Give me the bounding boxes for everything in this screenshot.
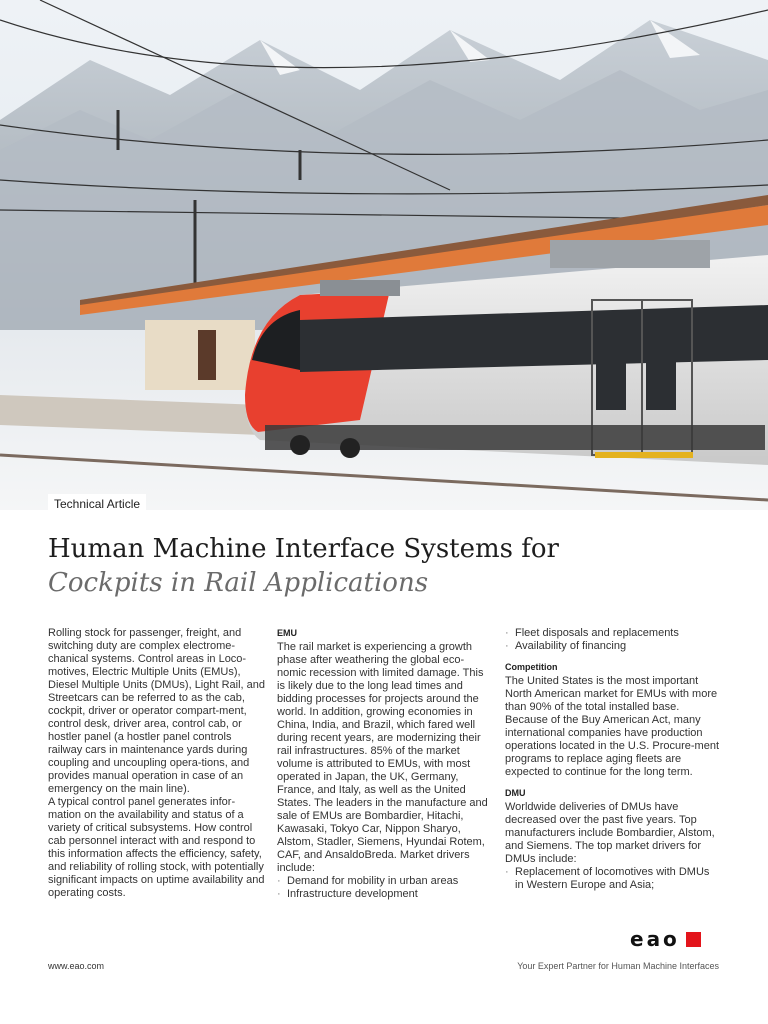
emu-market-drivers-list-continued [505, 627, 721, 653]
article-type-tag: Technical Article [48, 494, 146, 514]
column-1 [48, 627, 266, 900]
column-2 [277, 627, 493, 901]
list-item: · Availability of financing [505, 640, 721, 653]
article-title: Human Machine Interface Systems for [48, 534, 559, 564]
dmu-heading: DMU [505, 788, 526, 798]
list-item: · Replacement of locomotives with DMUs in Western Europe and Asia; [505, 866, 721, 892]
article-subtitle: Cockpits in Rail Applications [48, 568, 429, 598]
list-item: · Fleet disposals and replacements [505, 627, 721, 640]
footer-url[interactable]: www.eao.com [48, 961, 105, 971]
competition-heading: Competition [505, 662, 558, 672]
intro-paragraph-2: A typical control panel generates infor-mation on the availability and status of a variety of critical subsystems. How control cab personnel interact with and respond to this information affects the efficiency, safety, and reliability of rolling stock, with potentially significant impacts on uptime availability and operating costs. [48, 796, 265, 899]
intro-paragraph-1: Rolling stock for passenger, freight, and switching duty are complex electrome-chanical systems. Control areas in Loco-motives, Electric Multiple Units (EMUs), Diesel Multiple Units (DMUs), Light Rail, and Streetcars can be referred to as the cab, cockpit, driver or operator compart-ment, control desk, driver area, control cab, or hostler panel (a hostler panel controls railway cars in maintenance yards during coupling and uncoupling opera-tions, and provides manual operation in case of an emergency on the main line). [48, 627, 266, 795]
emu-paragraph: The rail market is experiencing a growth phase after weathering the global eco-nomic recession with limited damage. This is likely due to the long lead times and bidding processes for projects around the world. In addition, growing economies in China, India, and Brazil, which fared well during recent years, are modernizing their rail infrastructures. 85% of the market volume is attributed to EMUs, with most operated in Japan, the UK, Germany, France, and Italy, as well as the United States. The leaders in the manufacture and sale of EMUs are Bombardier, Hitachi, Kawasaki, Tokyo Car, Nippon Sharyo, Alstom, Stadler, Siemens, Hyundai Rotem, CAF, and AnsaldoBreda. Market drivers include: [277, 641, 488, 874]
logo-wordmark: eao [630, 927, 680, 951]
competition-paragraph: The United States is the most important North American market for EMUs with more than 90% of the total installed base. Because of the Buy American Act, many international companies have production operations located in the U.S. Procure-ment programs to replace aging fleets are expected to continue for the long term. [505, 675, 720, 778]
eao-logo [630, 929, 701, 949]
list-item: · Demand for mobility in urban areas [277, 875, 493, 888]
logo-red-square [686, 932, 701, 947]
dmu-market-drivers-list [505, 866, 721, 892]
emu-heading: EMU [277, 628, 297, 638]
footer-tagline: Your Expert Partner for Human Machine Interfaces [517, 961, 719, 971]
train-station-illustration [0, 0, 768, 510]
column-3 [505, 627, 721, 892]
emu-market-drivers-list [277, 875, 493, 901]
hero-image [0, 0, 768, 510]
list-item: · Infrastructure development [277, 888, 493, 901]
dmu-paragraph: Worldwide deliveries of DMUs have decreased over the past five years. Top manufacturers include Bombardier, Alstom, and Siemens. The top market drivers for DMUs include: [505, 801, 715, 865]
